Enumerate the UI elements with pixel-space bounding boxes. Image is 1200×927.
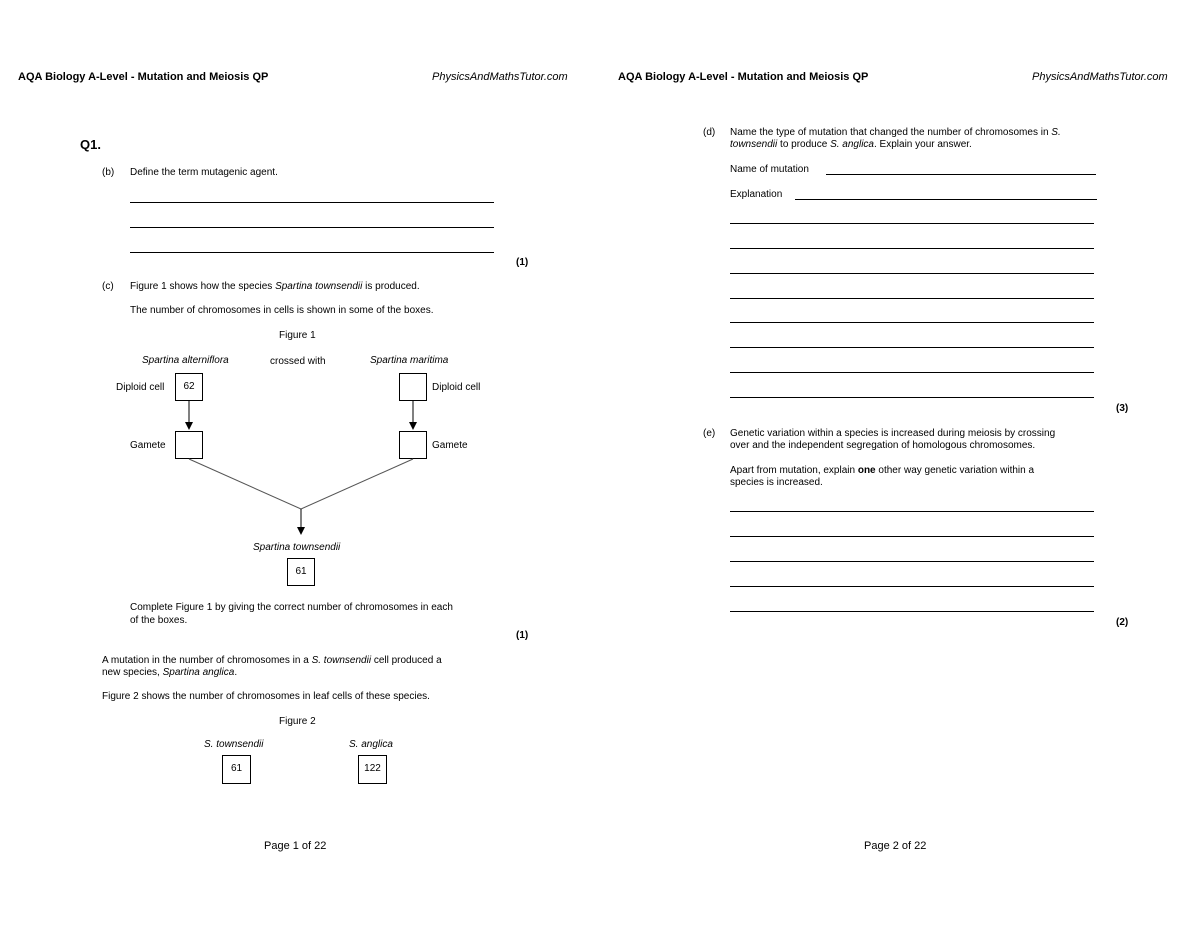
answer-line[interactable] [730,561,1094,562]
diploid-box-left: 62 [175,373,203,401]
answer-line[interactable] [730,322,1094,323]
figure-1-title: Figure 1 [279,330,316,341]
fig2-right-label: S. anglica [349,739,393,750]
part-c-text2: The number of chromosomes in cells is shown in some of the boxes. [130,305,434,316]
fig2-right-box: 122 [358,755,387,784]
offspring-box: 61 [287,558,315,586]
arrowhead-right-icon [409,422,417,430]
diploid-cell-left-label: Diploid cell [116,382,165,393]
answer-line[interactable] [730,397,1094,398]
mutation-para-line-2: new species, Spartina anglica. [102,667,238,678]
answer-line[interactable] [730,586,1094,587]
fig2-left-label: S. townsendii [204,739,264,750]
answer-line[interactable] [730,298,1094,299]
part-b-label: (b) [102,167,115,178]
crossed-with-label: crossed with [270,356,326,367]
answer-line[interactable] [730,223,1094,224]
marks-b: (1) [516,257,529,268]
part-d-label: (d) [703,127,716,138]
connector-right [301,459,413,509]
gamete-right-label: Gamete [432,440,468,451]
part-e-line-1: Genetic variation within a species is increased during meiosis by crossing [730,428,1056,439]
explanation-label: Explanation [730,189,783,200]
marks-e: (2) [1116,617,1129,628]
marks-c: (1) [516,630,529,641]
header-title: AQA Biology A-Level - Mutation and Meiosis QP [618,71,869,83]
name-of-mutation-line[interactable] [826,174,1096,175]
answer-line[interactable] [730,248,1094,249]
gamete-left-label: Gamete [130,440,166,451]
species-maritima-label: Spartina maritima [370,355,449,366]
arrowhead-down-icon [297,527,305,535]
page-footer: Page 1 of 22 [264,840,327,852]
instruction-line-2: of the boxes. [130,615,188,626]
answer-line[interactable] [730,611,1094,612]
header-site: PhysicsAndMathsTutor.com [1032,71,1168,83]
diploid-cell-right-label: Diploid cell [432,382,481,393]
instruction-line-1: Complete Figure 1 by giving the correct number of chromosomes in each [130,602,453,613]
name-of-mutation-label: Name of mutation [730,164,809,175]
part-d-line-1: Name the type of mutation that changed the number of chromosomes in S. [730,127,1061,138]
part-e-line-2: over and the independent segregation of homologous chromosomes. [730,440,1036,451]
offspring-label: Spartina townsendii [253,542,341,553]
page-footer: Page 2 of 22 [864,840,927,852]
fig2-left-box: 61 [222,755,251,784]
part-c-text: Figure 1 shows how the species Spartina townsendii is produced. [130,281,420,292]
part-b-text: Define the term mutagenic agent. [130,167,278,178]
arrowhead-left-icon [185,422,193,430]
answer-line[interactable] [730,273,1094,274]
answer-line[interactable] [730,372,1094,373]
answer-line[interactable] [730,347,1094,348]
part-e-line-3: Apart from mutation, explain one other way genetic variation within a [730,465,1035,476]
header-title: AQA Biology A-Level - Mutation and Meiosis QP [18,71,269,83]
explanation-line[interactable] [795,199,1097,200]
part-d-line-2: townsendii to produce S. anglica. Explain your answer. [730,139,972,150]
page-2 [600,0,1200,927]
question-number: Q1. [80,137,101,152]
mutation-para-line-1: A mutation in the number of chromosomes in a S. townsendii cell produced a [102,655,442,666]
part-c-label: (c) [102,281,114,292]
connector-left [189,459,301,509]
header-site: PhysicsAndMathsTutor.com [432,71,568,83]
answer-line[interactable] [730,511,1094,512]
figure-2-intro: Figure 2 shows the number of chromosomes in leaf cells of these species. [102,691,430,702]
marks-d: (3) [1116,403,1129,414]
species-alterniflora-label: Spartina alterniflora [142,355,229,366]
figure-2-title: Figure 2 [279,716,316,727]
part-e-line-4: species is increased. [730,477,823,488]
answer-line[interactable] [730,536,1094,537]
part-e-label: (e) [703,428,716,439]
